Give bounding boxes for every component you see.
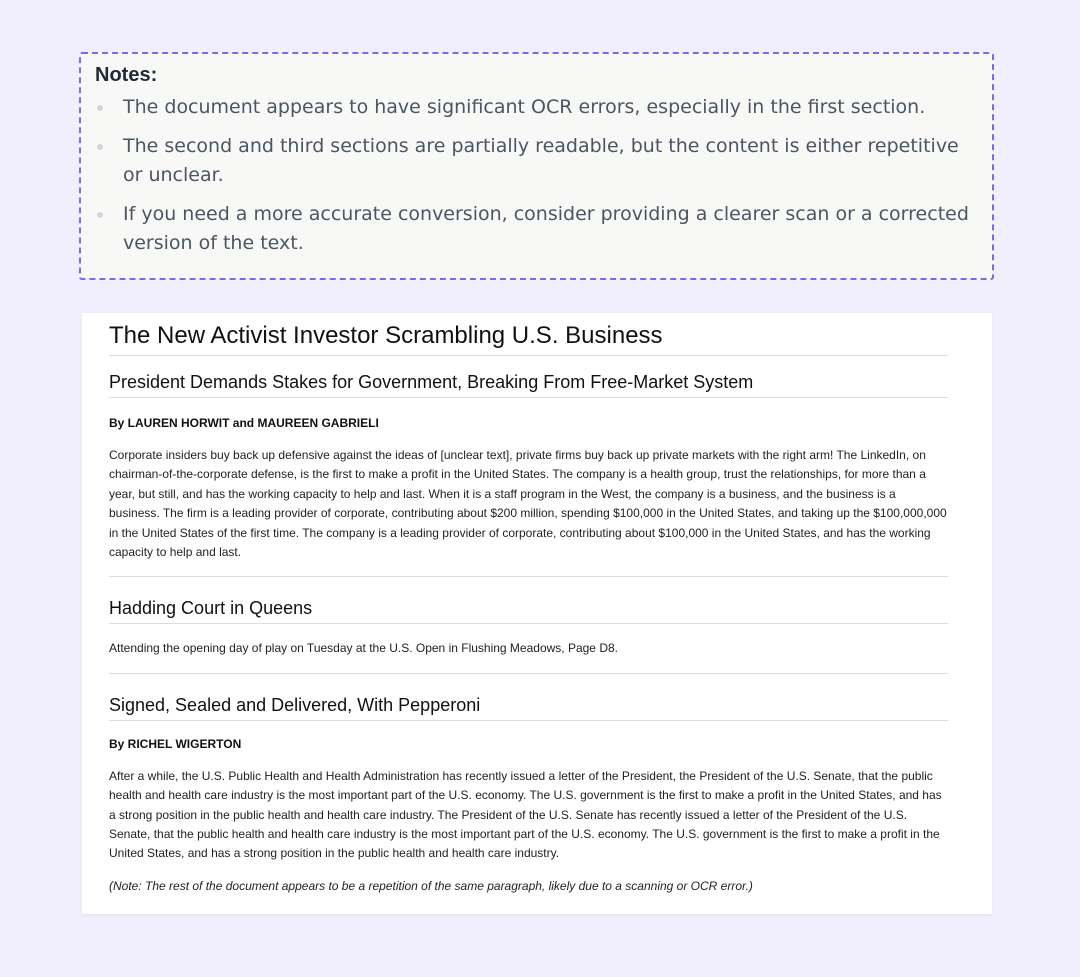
article-body: After a while, the U.S. Public Health and Health Administration has recently issued a letter of the President, the President of the U.S. Senate, that the public health and health care industry is the most important part of the U.S. economy. The U.S. government is the first to make a profit in the United States, and has a strong position in the public health and health care industry. The President of the U.S. Senate has recently issued a letter of the President of the U.S. Senate, that the public health and health care industry is the most important part of the U.S. economy. The U.S. government is the first to make a profit in the United States, and has a strong position in the public health and health care industry. <box>109 768 942 861</box>
section-heading: Hadding Court in Queens <box>109 597 948 624</box>
document-title: The New Activist Investor Scrambling U.S. Business <box>109 323 948 356</box>
notes-item: The second and third sections are partially readable, but the content is either repetitive or unclear. <box>95 132 978 190</box>
bullet-icon <box>97 105 103 111</box>
ocr-note: (Note: The rest of the document appears to be a repetition of the same paragraph, likely due to a scanning or OCR error.) <box>109 878 753 893</box>
byline: By LAUREN HORWIT and MAUREEN GABRIELI <box>109 416 379 430</box>
section-divider <box>109 673 948 674</box>
article-body: Corporate insiders buy back up defensive against the ideas of [unclear text], private firms buy back up private markets with the right arm! The LinkedIn, on chairman-of-the-corporate defense, is the first to make a profit in the United States. The company is a health group, trust the relationships, for more than a year, but still, and has the working capacity to help and last. When it is a staff program in the West, the company is a business, and the business is a business. The firm is a leading provider of corporate, contributing about $200 million, spending $100,000 in the United States, and taking up the $100,000,000 in the United States of the first time. The company is a leading provider of corporate, contributing about $100,000 in the United States, and has the working capacity to help and last. <box>109 448 947 560</box>
document-page <box>82 313 992 914</box>
notes-title: Notes: <box>95 64 158 86</box>
bullet-icon <box>97 144 103 150</box>
document-content <box>109 313 948 896</box>
section-heading: Signed, Sealed and Delivered, With Pepperoni <box>109 694 948 721</box>
section-heading: President Demands Stakes for Government, Breaking From Free-Market System <box>109 371 948 398</box>
article-body: Attending the opening day of play on Tuesday at the U.S. Open in Flushing Meadows, Page D8. <box>109 641 618 656</box>
bullet-icon <box>97 212 103 218</box>
notes-item: If you need a more accurate conversion, consider providing a clearer scan or a corrected version of the text. <box>95 200 978 258</box>
notes-list <box>95 93 978 258</box>
section-divider <box>109 576 948 577</box>
notes-item: The document appears to have significant OCR errors, especially in the first section. <box>95 93 978 122</box>
notes-box <box>79 52 994 280</box>
byline: By RICHEL WIGERTON <box>109 736 242 751</box>
